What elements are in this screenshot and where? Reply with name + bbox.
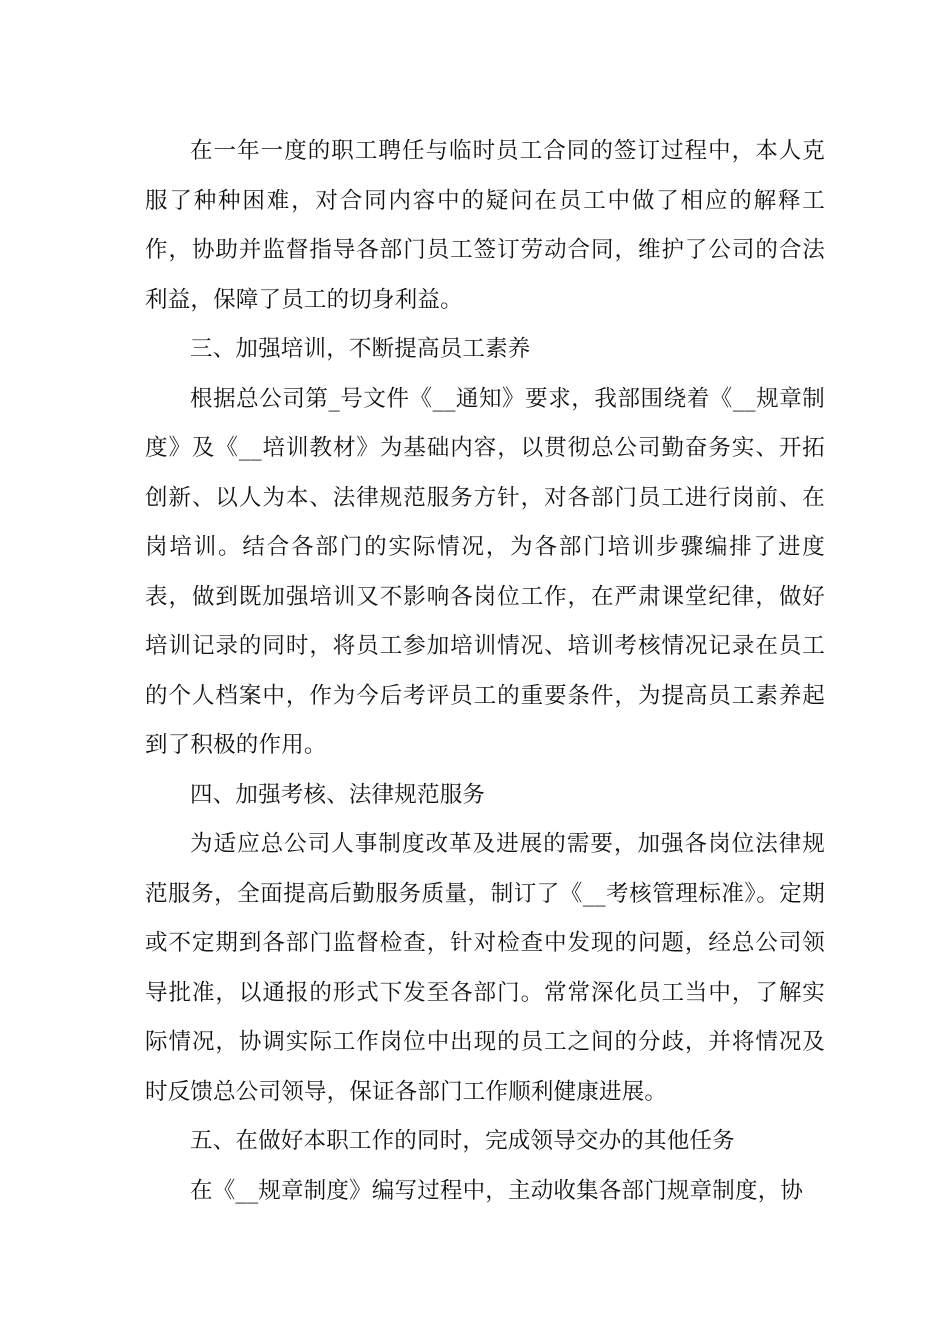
paragraph-assessment: 为适应总公司人事制度改革及进展的需要，加强各岗位法律规范服务，全面提高后勤服务质量，制订了《__考核管理标准》。定期或不定期到各部门监督检查，针对检查中发现的问题，经总公司领导批准，以通报的形式下发至各部门。常常深化员工当中，了解实际情况，协调实际工作岗位中出现的员工之间的分歧，并将情况及时反馈总公司领导，保证各部门工作顺利健康进展。 (145, 831, 825, 1105)
paragraph-regulations: 在《__规章制度》编写过程中，主动收集各部门规章制度，协 (190, 1177, 804, 1204)
paragraph-training: 根据总公司第_号文件《__通知》要求，我部围绕着《__规章制度》及《__培训教材》为基础内容，以贯彻总公司勤奋务实、开拓创新、以人为本、法律规范服务方针，对各部门员工进行岗前、在岗培训。结合各部门的实际情况，为各部门培训步骤编排了进度表，做到既加强培训又不影响各岗位工作，在严肃课堂纪律，做好培训记录的同时，将员工参加培训情况、培训考核情况记录在员工的个人档案中，作为今后考评员工的重要条件，为提高员工素养起到了积极的作用。 (145, 385, 825, 758)
section-heading-training: 三、加强培训，不断提高员工素养 (190, 336, 531, 362)
section-heading-other-tasks: 五、在做好本职工作的同时，完成领导交办的其他任务 (190, 1128, 735, 1154)
section-heading-assessment: 四、加强考核、法律规范服务 (190, 781, 486, 808)
paragraph-contract-signing: 在一年一度的职工聘任与临时员工合同的签订过程中，本人克服了种种困难，对合同内容中的疑问在员工中做了相应的解释工作，协助并监督指导各部门员工签订劳动合同，维护了公司的合法利益，保障了员工的切身利益。 (145, 138, 825, 313)
document-body (145, 127, 825, 1216)
